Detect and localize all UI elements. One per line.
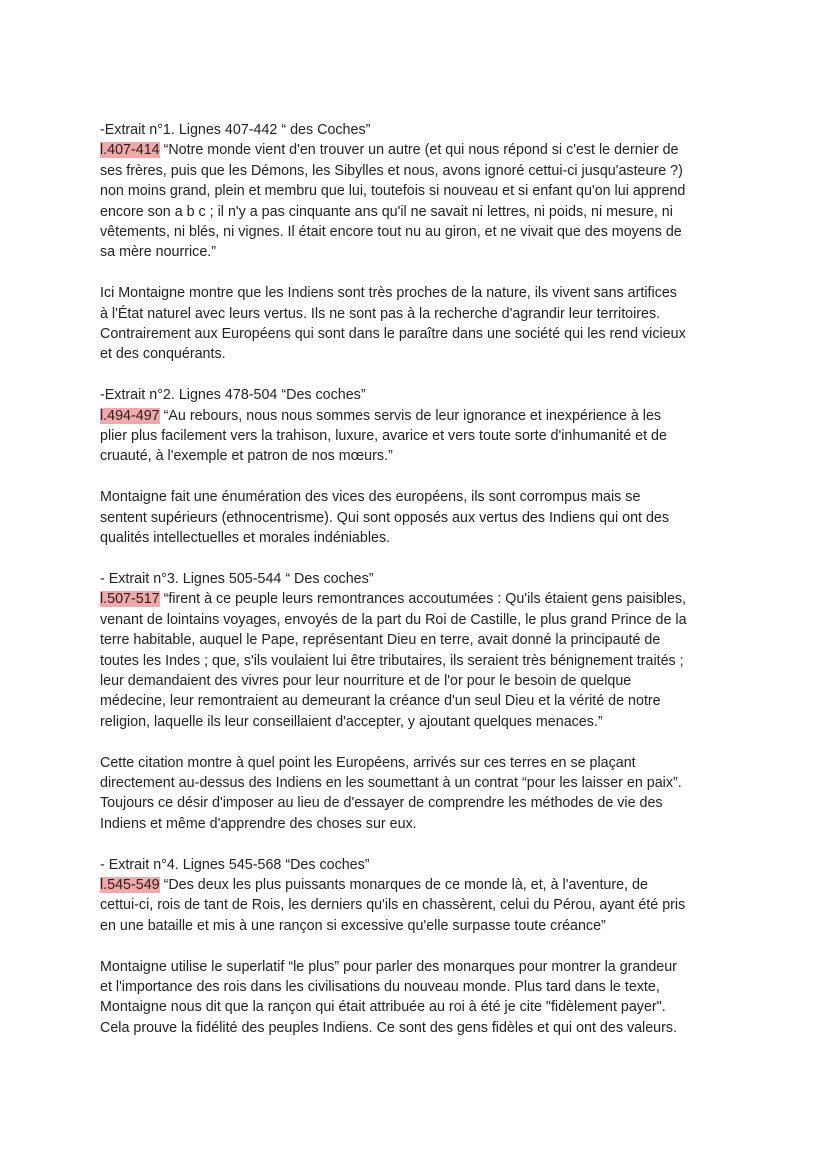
quote-line: l.507-517 “firent à ce peuple leurs remontrances accoutumées : Qu'ils étaient gens paisibles, [100,591,687,608]
commentary-line: Montaigne nous dit que la rançon qui était attribuée au roi à été je cite "fidèlement payer". [100,999,666,1016]
quote-line: l.407-414 “Notre monde vient d'en trouver un autre (et qui nous répond si c'est le dernier de [100,142,679,159]
commentary-line: et des conquérants. [100,346,226,363]
section-heading: - Extrait n°4. Lignes 545-568 “Des coches” [100,856,370,873]
commentary-line: et l'importance des rois dans les civilisations du nouveau monde. Plus tard dans le texte, [100,978,660,995]
quote-line: cruauté, à l'exemple et patron de nos mœurs.” [100,448,393,465]
section-heading: -Extrait n°2. Lignes 478-504 “Des coches” [100,387,366,404]
commentary-line: Cela prouve la fidélité des peuples Indiens. Ce sont des gens fidèles et qui ont des valeurs. [100,1019,677,1036]
line-reference-highlight: l.407-414 [100,142,160,159]
commentary-line: à l'État naturel avec leurs vertus. Ils ne sont pas à la recherche d'agrandir leur territoires. [100,305,661,322]
commentary-line: sentent supérieurs (ethnocentrisme). Qui sont opposés aux vertus des Indiens qui ont des [100,509,670,526]
quote-line: ses frères, puis que les Démons, les Sibylles et nous, avons ignoré cettui-ci jusqu'asteure ?) [100,162,683,179]
commentary-line: directement au-dessus des Indiens en les soumettant à un contrat “pour les laisser en paix”. [100,774,682,791]
quote-line: religion, laquelle ils leur conseillaient d'accepter, y ajoutant quelques menaces.” [100,713,603,730]
quote-line: toutes les Indes ; que, s'ils voulaient lui être tributaires, ils seraient très bénignement traités ; [100,652,684,669]
quote-line: vêtements, ni blés, ni vignes. Il était encore tout nu au giron, et ne vivait que des moyens de [100,224,682,241]
commentary-line: Indiens et même d'apprendre des choses sur eux. [100,815,417,832]
quote-line: en une bataille et mis à une rançon si excessive qu'elle surpasse toute créance” [100,917,606,934]
section-extrait-1 [100,120,732,365]
quote-line: venant de lointains voyages, envoyés de la part du Roi de Castille, le plus grand Prince de la [100,611,687,628]
quote-line: l.545-549 “Des deux les plus puissants monarques de ce monde là, et, à l'aventure, de [100,876,648,893]
commentary-line: Montaigne fait une énumération des vices des européens, ils sont corrompus mais se [100,489,641,506]
quote-line: plier plus facilement vers la trahison, luxure, avarice et vers toute sorte d'inhumanité et de [100,428,667,445]
quote-line: cettui-ci, rois de tant de Rois, les derniers qu'ils en chassèrent, celui du Pérou, ayant été pris [100,897,686,914]
quote-line: non moins grand, plein et membru que lui, toutefois si nouveau et si enfant qu'on lui apprend [100,183,686,200]
commentary-line: Ici Montaigne montre que les Indiens sont très proches de la nature, ils vivent sans artifices [100,285,677,302]
document-body [100,120,732,1038]
quote-line: leur demandaient des vivres pour leur nourriture et de l'or pour le besoin de quelque [100,672,632,689]
line-reference-highlight: l.507-517 [100,591,160,608]
commentary-line: Cette citation montre à quel point les Européens, arrivés sur ces terres en se plaçant [100,754,636,771]
section-heading: -Extrait n°1. Lignes 407-442 “ des Coches” [100,122,371,138]
line-reference-highlight: l.494-497 [100,407,160,424]
section-extrait-3 [100,569,732,834]
quote-line: encore son a b c ; il n'y a pas cinquante ans qu'il ne savait ni lettres, ni poids, ni mesure, ni [100,203,673,220]
quote-line: sa mère nourrice.” [100,244,217,261]
commentary-line: Toujours ce désir d'imposer au lieu de d'essayer de comprendre les méthodes de vie des [100,795,663,812]
commentary-line: Contrairement aux Européens qui sont dans le paraître dans une société qui les rend vicieux [100,326,686,343]
quote-line: médecine, leur remontraient au demeurant la créance d'un seul Dieu et la vérité de notre [100,693,661,710]
commentary-line: Montaigne utilise le superlatif “le plus” pour parler des monarques pour montrer la grandeur [100,958,677,975]
quote-line: l.494-497 “Au rebours, nous nous sommes servis de leur ignorance et inexpérience à les [100,407,662,424]
section-extrait-4 [100,855,732,1039]
quote-line: terre habitable, auquel le Pape, représentant Dieu en terre, avait donné la principauté de [100,632,661,649]
section-extrait-2 [100,385,732,548]
commentary-line: qualités intellectuelles et morales indéniables. [100,530,391,547]
line-reference-highlight: l.545-549 [100,876,160,893]
section-heading: - Extrait n°3. Lignes 505-544 “ Des coches” [100,570,374,587]
